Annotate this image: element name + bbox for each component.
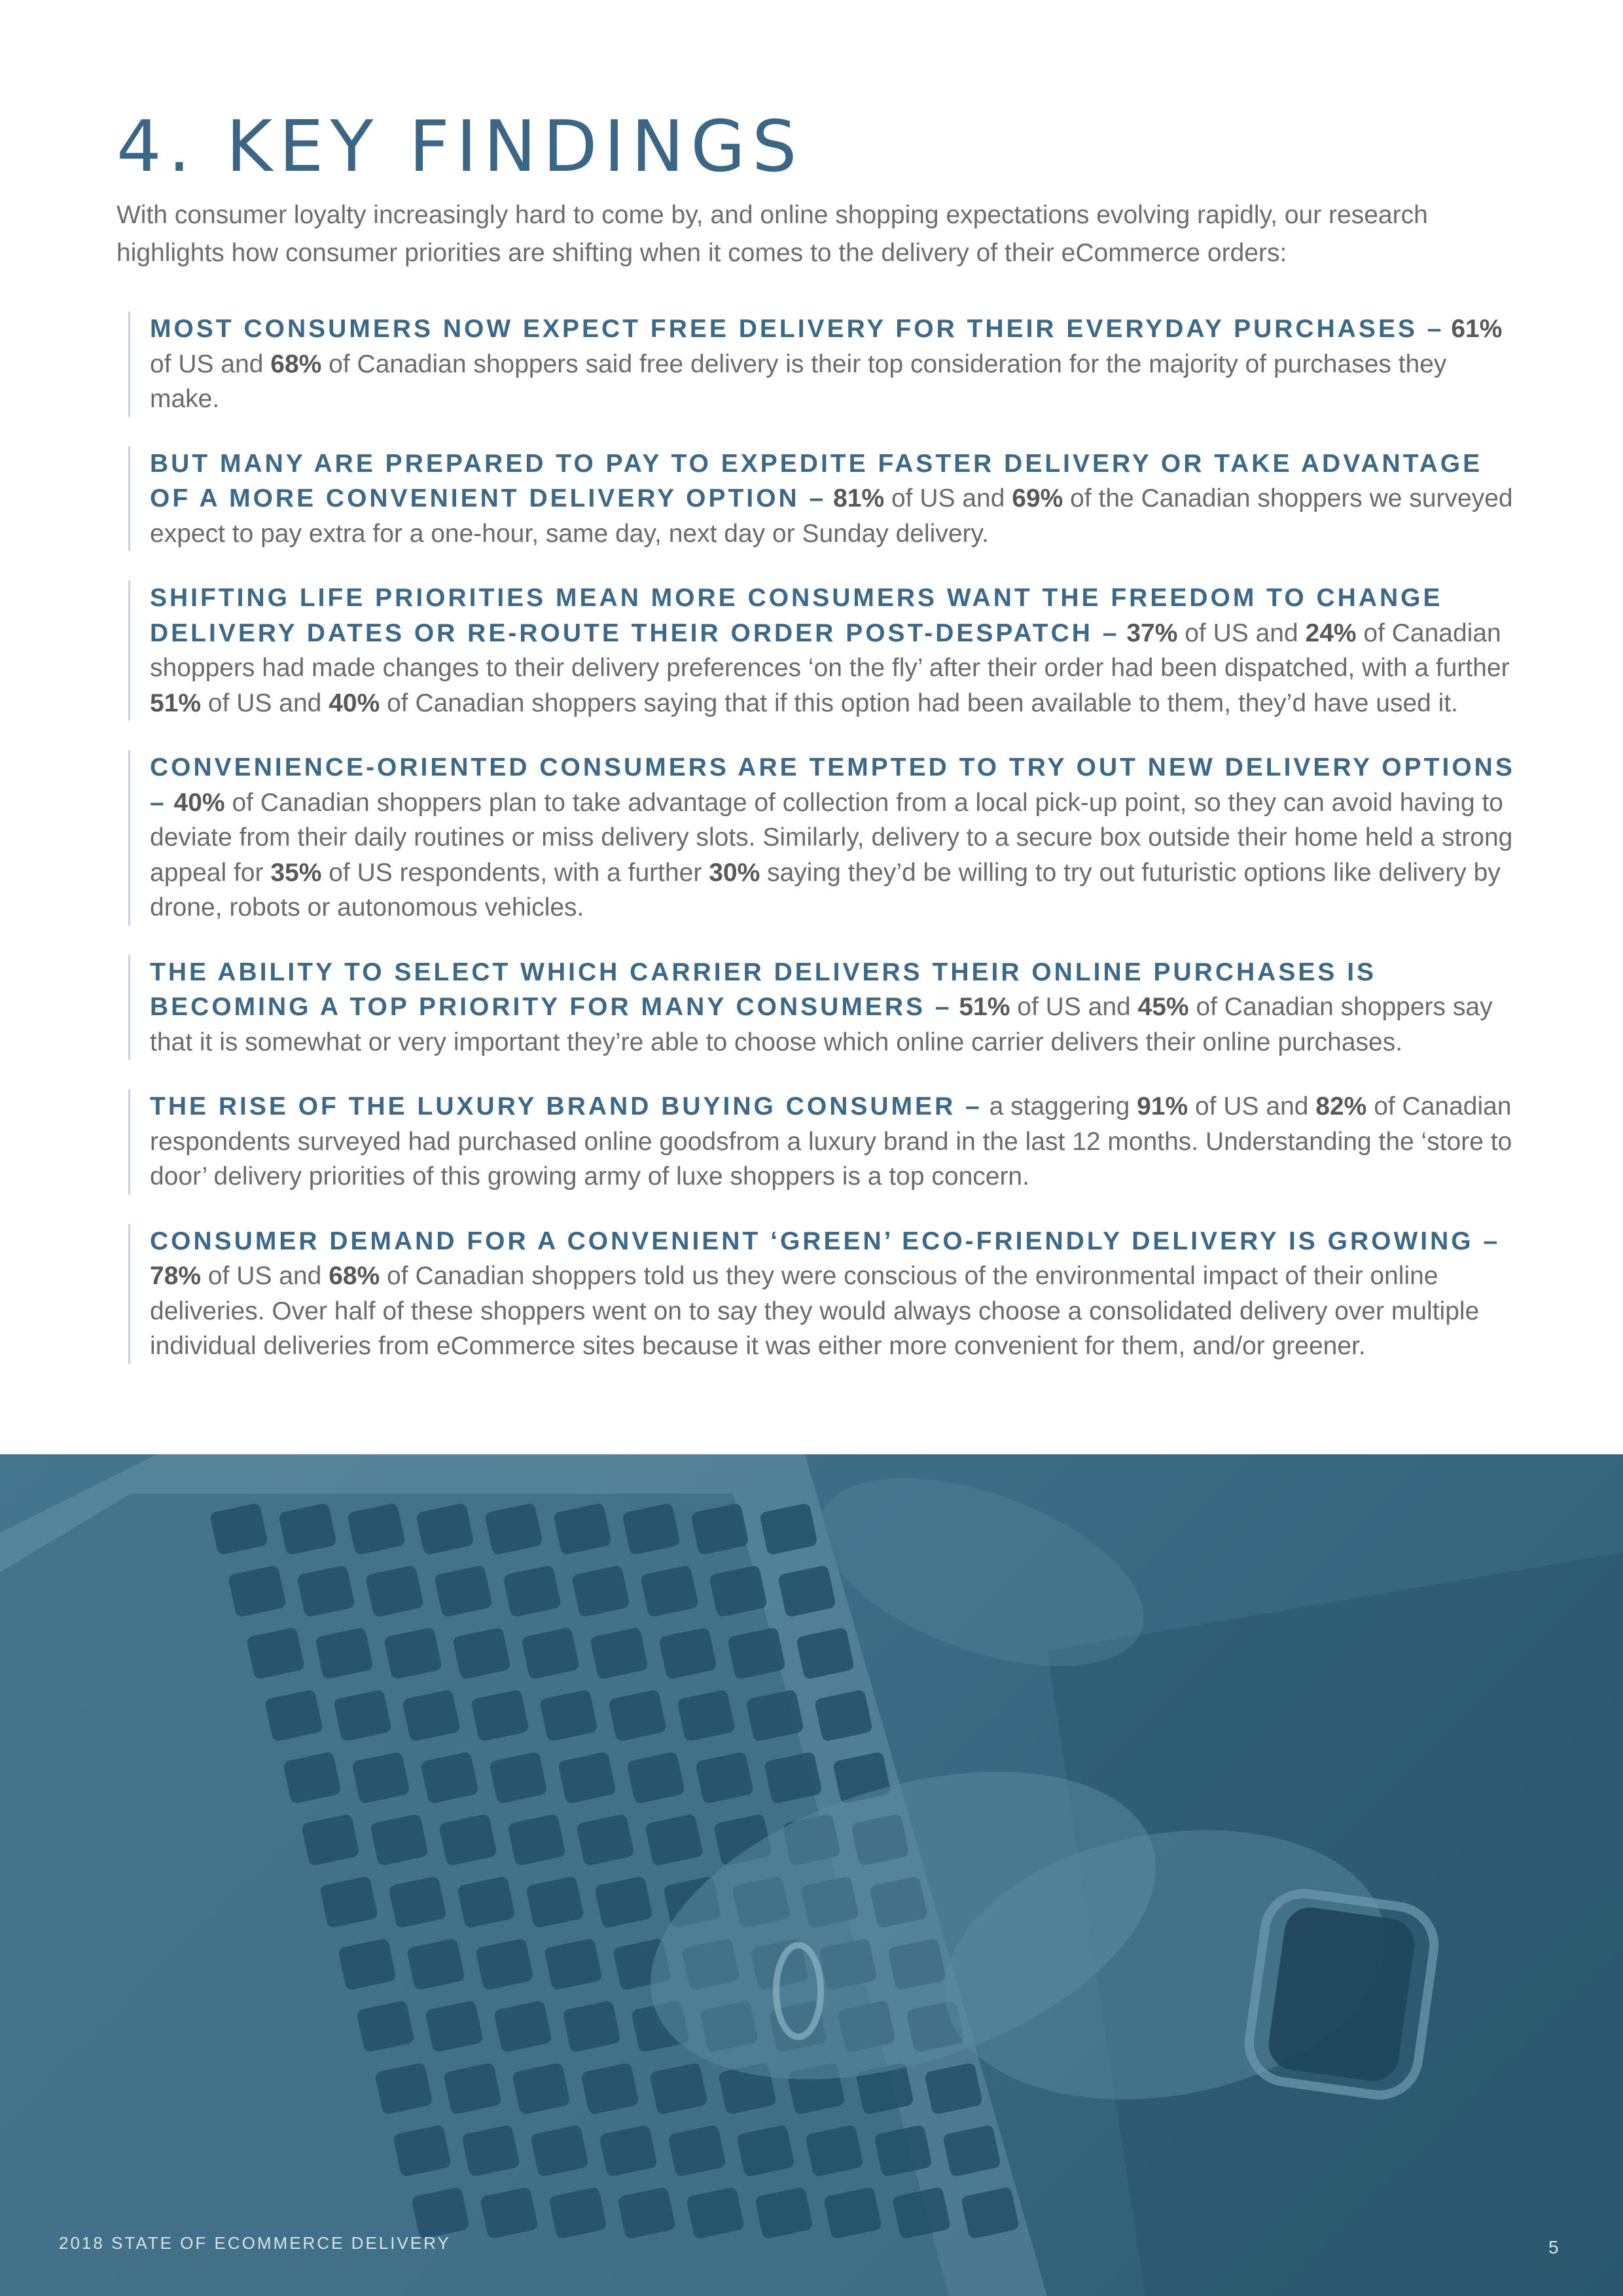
finding-stat: 61% xyxy=(1451,315,1503,343)
finding-text: of Canadian respondents surveyed had purchased online goodsfrom a luxury brand in the last 12 months. Understanding the ‘store to door’ delivery priorities of this growing army of luxe shoppers is a top concern. xyxy=(150,1092,1512,1191)
finding-stat: 40% xyxy=(173,788,225,817)
finding-stat: 51% xyxy=(150,689,202,717)
finding-item xyxy=(128,312,1516,417)
page-title: 4. KEY FINDINGS xyxy=(116,106,804,188)
finding-heading: THE RISE OF THE LUXURY BRAND BUYING CONSUMER – xyxy=(150,1092,982,1121)
finding-stat: 30% xyxy=(709,858,760,887)
finding-stat: 68% xyxy=(329,1262,380,1290)
finding-item xyxy=(128,750,1516,925)
finding-text: of US and xyxy=(201,1262,329,1290)
finding-heading: SHIFTING LIFE PRIORITIES MEAN MORE CONSUMERS WANT THE FREEDOM TO CHANGE DELIVERY DATES OR RE-ROUTE THEIR ORDER POST-DESPATCH – xyxy=(150,584,1443,647)
finding-stat: 78% xyxy=(150,1262,202,1290)
finding-text: of US respondents, with a further xyxy=(321,858,709,887)
footer-report-name: 2018 STATE OF ECOMMERCE DELIVERY xyxy=(59,2233,451,2253)
finding-stat: 81% xyxy=(833,484,885,512)
finding-heading: CONSUMER DEMAND FOR A CONVENIENT ‘GREEN’ ECO-FRIENDLY DELIVERY IS GROWING – xyxy=(150,1227,1501,1255)
finding-text: of US and xyxy=(150,350,271,378)
finding-stat: 68% xyxy=(270,350,322,378)
finding-heading: CONVENIENCE-ORIENTED CONSUMERS ARE TEMPTED TO TRY OUT NEW DELIVERY OPTIONS – xyxy=(150,753,1515,817)
finding-text: of US and xyxy=(884,484,1012,512)
finding-text: saying they’d be willing to try out futuristic options like delivery by drone, robots or autonomous vehicles. xyxy=(150,858,1501,922)
finding-text: of Canadian shoppers had made changes to their delivery preferences ‘on the fly’ after their order had been dispatched, with a further xyxy=(150,619,1510,682)
finding-text: of US and xyxy=(1010,993,1138,1021)
finding-item xyxy=(128,581,1516,721)
finding-stat: 51% xyxy=(959,993,1010,1021)
finding-stat: 37% xyxy=(1126,619,1178,647)
finding-item xyxy=(128,446,1516,552)
finding-heading: BUT MANY ARE PREPARED TO PAY TO EXPEDITE FASTER DELIVERY OR TAKE ADVANTAGE OF A MORE CONVENIENT DELIVERY OPTION – xyxy=(150,449,1483,512)
finding-stat: 40% xyxy=(329,689,380,717)
finding-stat: 24% xyxy=(1305,619,1357,647)
photo-illustration xyxy=(0,1454,1623,2296)
finding-item xyxy=(128,955,1516,1060)
finding-text: of the Canadian shoppers we surveyed expect to pay extra for a one-hour, same day, next day or Sunday delivery. xyxy=(150,484,1513,548)
finding-text: of Canadian shoppers said free delivery is their top consideration for the majority of purchases they make. xyxy=(150,350,1447,413)
finding-item xyxy=(128,1224,1516,1364)
finding-text: of Canadian shoppers say that it is somewhat or very important they’re able to choose which online carrier delivers their online purchases. xyxy=(150,993,1493,1056)
finding-stat: 82% xyxy=(1315,1092,1367,1121)
finding-stat: 91% xyxy=(1137,1092,1188,1121)
finding-stat: 69% xyxy=(1012,484,1063,512)
finding-heading: THE ABILITY TO SELECT WHICH CARRIER DELIVERS THEIR ONLINE PURCHASES IS BECOMING A TOP PRIORITY FOR MANY CONSUMERS – xyxy=(150,958,1377,1021)
finding-text: of US and xyxy=(1177,619,1306,647)
finding-item xyxy=(128,1089,1516,1194)
finding-stat: 35% xyxy=(270,858,322,887)
finding-text: of Canadian shoppers saying that if this option had been available to them, they’d have used it. xyxy=(380,689,1458,717)
finding-text: of Canadian shoppers told us they were conscious of the environmental impact of their online deliveries. Over half of these shoppers went on to say they would always choose a consolidated delivery over multiple individual deliveries from eCommerce sites because it was either more convenient for them, and/or greener. xyxy=(150,1262,1480,1360)
footer-page-number: 5 xyxy=(1548,2237,1559,2257)
finding-heading: MOST CONSUMERS NOW EXPECT FREE DELIVERY FOR THEIR EVERYDAY PURCHASES – xyxy=(150,315,1444,343)
finding-text: of US and xyxy=(201,689,329,717)
finding-stat: 45% xyxy=(1137,993,1189,1021)
finding-text: a staggering xyxy=(989,1092,1137,1121)
finding-text: of Canadian shoppers plan to take advantage of collection from a local pick-up point, so they can avoid having to deviate from their daily routines or miss delivery slots. Similarly, delivery to a secure box outside their home held a strong appeal for xyxy=(150,788,1513,887)
keyboard-photo xyxy=(0,1454,1623,2296)
finding-text: of US and xyxy=(1188,1092,1316,1121)
intro-paragraph: With consumer loyalty increasingly hard to come by, and online shopping expectations evolving rapidly, our research highlights how consumer priorities are shifting when it comes to the delivery of their eCommerce orders: xyxy=(116,201,1428,267)
findings-list xyxy=(128,312,1516,1393)
